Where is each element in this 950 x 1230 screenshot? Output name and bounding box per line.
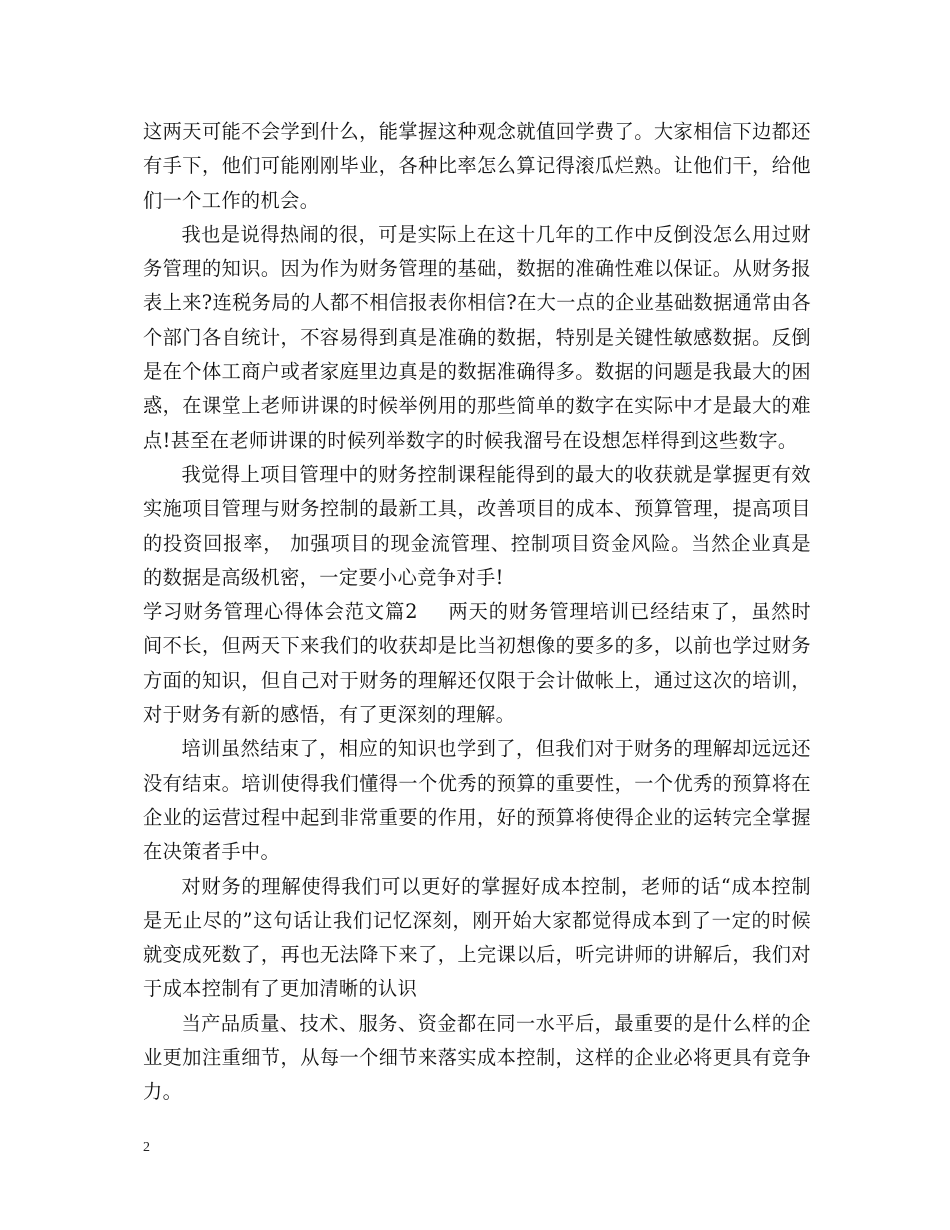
paragraph: 当产品质量、技术、服务、资金都在同一水平后，最重要的是什么样的企业更加注重细节，从每一个细节来落实成本控制，这样的企业必将更具有竞争力。 [143, 1011, 811, 1104]
section-first-paragraph: 两天的财务管理培训已经结束了，虽然时间不长，但两天下来我们的收获却是比当初想像的要多的多，以前也学过财务方面的知识，但自己对于财务的理解还仅限于会计做帐上，通过这次的培训，对于财务有新的感悟，有了更深刻的理解。 [143, 600, 812, 727]
paragraph-continued: 这两天可能不会学到什么，能掌握这种观念就值回学费了。大家相信下边都还有手下，他们可能刚刚毕业，各种比率怎么算记得滚瓜烂熟。让他们干，给他们一个工作的机会。 [143, 120, 811, 212]
paragraph: 培训虽然结束了，相应的知识也学到了，但我们对于财务的理解却远远还没有结束。培训使得我们懂得一个优秀的预算的重要性，一个优秀的预算将在企业的运营过程中起到非常重要的作用，好的预算将使得企业的运转完全掌握在决策者手中。 [143, 737, 811, 864]
section-heading: 学习财务管理心得体会范文篇2 [143, 600, 418, 624]
paragraph: 我觉得上项目管理中的财务控制课程能得到的最大的收获就是掌握更有效实施项目管理与财务控制的最新工具，改善项目的成本、预算管理，提高项目的投资回报率， 加强项目的现金流管理、控制项目资金风险。当然企业真是的数据是高级机密，一定要小心竞争对手! [143, 462, 811, 589]
section-start-paragraph [143, 595, 811, 732]
document-body [143, 115, 811, 1110]
paragraph: 我也是说得热闹的很，可是实际上在这十几年的工作中反倒没怎么用过财务管理的知识。因为作为财务管理的基础，数据的准确性难以保证。从财务报表上来?连税务局的人都不相信报表你相信?在大一点的企业基础数据通常由各个部门各自统计，不容易得到真是准确的数据，特别是关键性敏感数据。反倒是在个体工商户或者家庭里边真是的数据准确得多。数据的问题是我最大的困惑，在课堂上老师讲课的时候举例用的那些简单的数字在实际中才是最大的难点!甚至在老师讲课的时候列举数字的时候我溜号在设想怎样得到这些数字。 [143, 222, 811, 452]
page-number: 2 [143, 1140, 150, 1155]
paragraph: 对财务的理解使得我们可以更好的掌握好成本控制，老师的话“成本控制是无止尽的”这句话让我们记忆深刻，刚开始大家都觉得成本到了一定的时候就变成死数了，再也无法降下来了，上完课以后，听完讲师的讲解后，我们对于成本控制有了更加清晰的认识 [143, 874, 811, 1001]
